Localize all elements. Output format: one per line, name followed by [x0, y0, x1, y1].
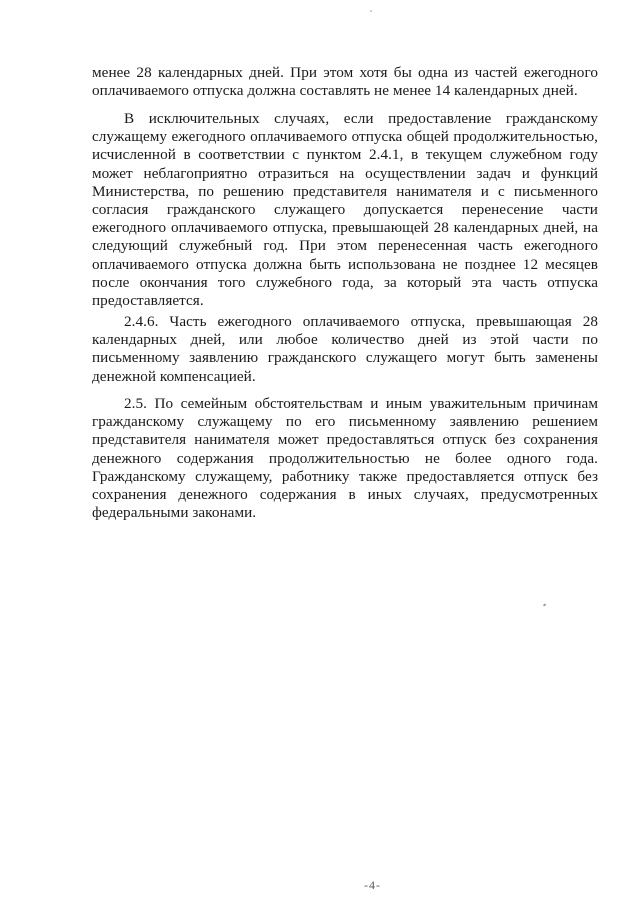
scan-artifact — [543, 603, 546, 606]
page-number: -4- — [364, 878, 381, 892]
paragraph-clause-2-5: 2.5. По семейным обстоятельствам и иным уважительным причинам гражданскому служащему по его письменному заявлению решением представителя нанимателя может предоставляться отпуск без сохранения денежного содержания продолжительностью не более одного года. Гражданскому служащему, работнику также предоставляется отпуск без сохранения денежного содержания в иных случаях, предусмотренных федеральными законами. — [92, 395, 598, 522]
scan-artifact — [370, 10, 372, 12]
paragraph-exceptional-cases: В исключительных случаях, если предоставление гражданскому служащему ежегодного оплачиваемого отпуска общей продолжительностью, исчисленной в соответствии с пунктом 2.4.1, в текущем служебном году может неблагоприятно отразиться на осуществлении задач и функций Министерства, по решению представителя нанимателя и с письменного согласия гражданского служащего допускается перенесение части ежегодного оплачиваемого отпуска, превышающей 28 календарных дней, на следующий служебный год. При этом перенесенная часть ежегодного оплачиваемого отпуска должна быть использована не позднее 12 месяцев после окончания того служебного года, за который эта часть отпуска предоставляется. — [92, 110, 598, 310]
paragraph-clause-2-4-6: 2.4.6. Часть ежегодного оплачиваемого отпуска, превышающая 28 календарных дней, или любое количество дней из этой части по письменному заявлению гражданского служащего могут быть заменены денежной компенсацией. — [92, 313, 598, 385]
paragraph-continuation: менее 28 календарных дней. При этом хотя бы одна из частей ежегодного оплачиваемого отпуска должна составлять не менее 14 календарных дней. — [92, 64, 598, 100]
